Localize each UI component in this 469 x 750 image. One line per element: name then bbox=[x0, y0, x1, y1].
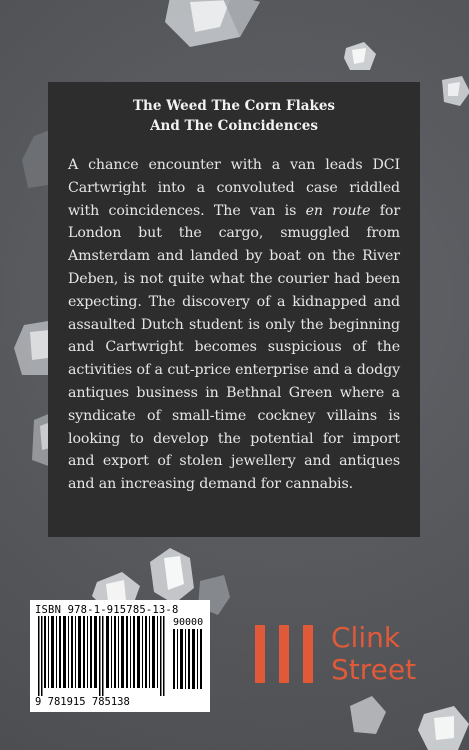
publisher-logo bbox=[255, 622, 435, 692]
diamond-decoration bbox=[150, 548, 194, 604]
blurb-text-part-1: A chance encounter with a van leads DCI Cartwright into a convoluted case riddled with coincidences. The van is bbox=[68, 157, 400, 219]
diamond-decoration bbox=[418, 706, 469, 750]
isbn-label: ISBN 978-1-915785-13-8 bbox=[35, 604, 179, 616]
diamond-decoration bbox=[342, 40, 378, 74]
barcode-bars bbox=[38, 616, 166, 696]
publisher-bars-icon bbox=[255, 625, 319, 683]
blurb-panel bbox=[48, 82, 420, 537]
book-title-line-1: The Weed The Corn Flakes bbox=[132, 98, 336, 114]
price-code: 90000 bbox=[173, 617, 204, 628]
book-title bbox=[68, 96, 400, 136]
book-title-line-2: And The Coincidences bbox=[150, 118, 318, 134]
publisher-name bbox=[331, 622, 416, 686]
price-barcode-bars bbox=[173, 629, 205, 689]
publisher-name-line-1: Clink bbox=[331, 621, 401, 654]
book-blurb bbox=[68, 154, 400, 496]
blurb-emphasis: en route bbox=[305, 202, 371, 219]
diamond-decoration bbox=[346, 696, 386, 736]
diamond-decoration bbox=[438, 74, 469, 108]
isbn-barcode bbox=[30, 600, 210, 712]
isbn-number: 9 781915 785138 bbox=[35, 696, 130, 708]
publisher-name-line-2: Street bbox=[331, 653, 417, 686]
diamond-decoration bbox=[160, 0, 270, 52]
blurb-text-part-2: for London but the cargo, smuggled from Amsterdam and landed by boat on the River Deben, is not quite what the courier had been expecting. The discovery of a kidnapped and assaulted Dutch student is only the beginning and Cartwright becomes suspicious of the activities of a cut-price enterprise and a dodgy antiques business in Bethnal Green where a syndicate of small-time cockney villains is looking to develop the potential for import and export of stolen jewellery and antiques and an increasing demand for cannabis. bbox=[68, 202, 401, 493]
